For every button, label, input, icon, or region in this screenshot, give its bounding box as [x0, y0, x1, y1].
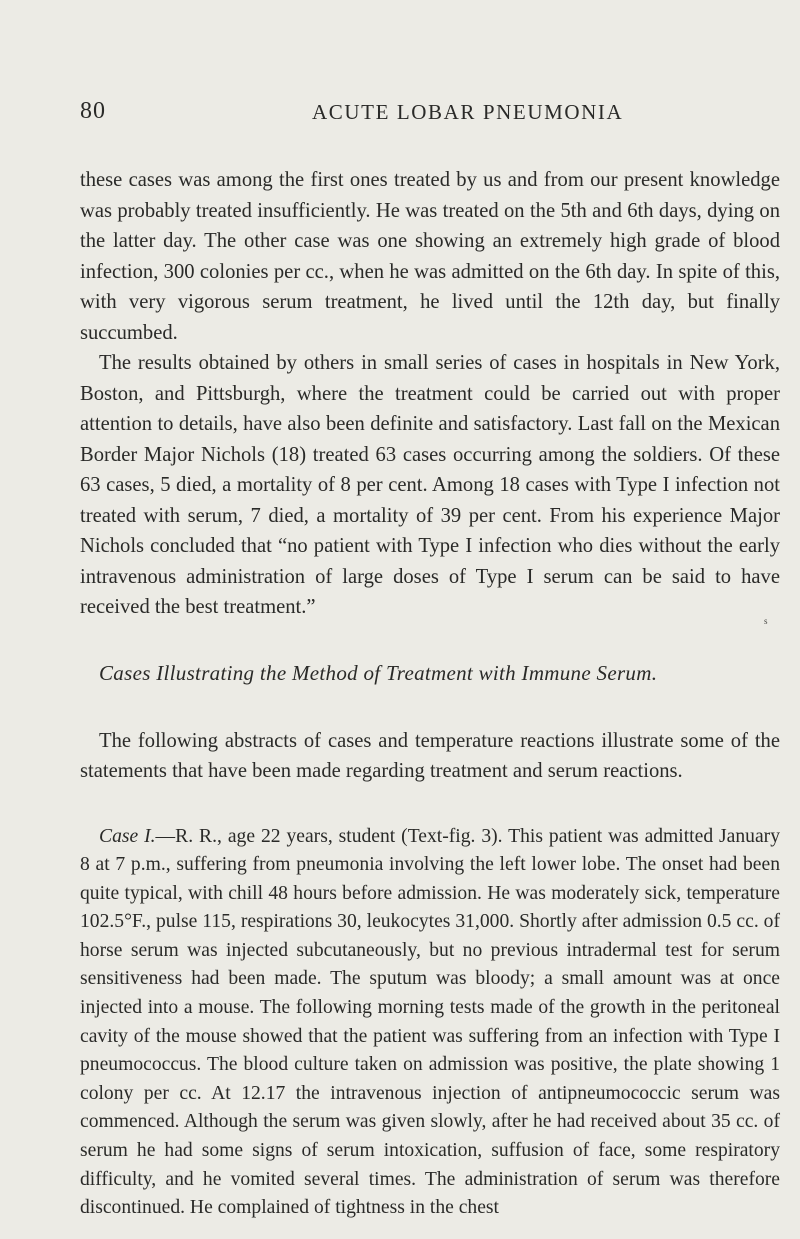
paragraph-2: The results obtained by others in small series of cases in hospitals in New York, Boston, and Pittsburgh, where the treatment could be carried out with proper attention to details, have also been definite and satisfactory. Last fall on the Mexican Border Major Nichols (18) treated 63 cases occurring among the soldiers. Of these 63 cases, 5 died, a mortality of 8 per cent. Among 18 cases with Type I infection not treated with serum, 7 died, a mortality of 39 per cent. From his experience Major Nichols concluded that “no patient with Type I infection who dies without the early intravenous administration of large doses of Type I serum can be said to have received the best treatment.” — [80, 352, 780, 618]
case-paragraph — [80, 823, 780, 1223]
paragraph-1: these cases was among the first ones treated by us and from our present knowledge was probably treated insufficiently. He was treated on the 5th and 6th days, dying on the latter day. The other case was one showing an extremely high grade of blood infection, 300 colonies per cc., when he was admitted on the 6th day. In spite of this, with very vigorous serum treatment, he lived until the 12th day, but finally succumbed. — [80, 169, 780, 344]
margin-mark: s — [764, 616, 768, 626]
page-body — [80, 165, 780, 1223]
page-number: 80 — [80, 98, 106, 124]
page-header — [80, 98, 780, 128]
case-text: —R. R., age 22 years, student (Text-fig. 3). This patient was admitted January 8 at 7 p.m., suffering from pneumonia involving the left lower lobe. The onset had been quite typical, with chill 48 hours before admission. He was moderately sick, temperature 102.5°F., pulse 115, respirations 30, leukocytes 31,000. Shortly after admission 0.5 cc. of horse serum was injected subcutaneously, but no previous intradermal test for serum sensitiveness had been made. The sputum was bloody; a small amount was at once injected into a mouse. The following morning tests made of the growth in the peritoneal cavity of the mouse showed that the patient was suffering from an infection with Type I pneumococcus. The blood culture taken on admission was positive, the plate showing 1 colony per cc. At 12.17 the intravenous injection of antipneumococcic serum was commenced. Although the serum was given slowly, after he had received about 35 cc. of serum he had some signs of serum intoxication, suffusion of face, some respiratory difficulty, and he vomited several times. The administration of serum was therefore discontinued. He complained of tightness in the chest — [80, 825, 780, 1219]
running-head: ACUTE LOBAR PNEUMONIA — [312, 100, 624, 124]
case-title: Case I. — [99, 825, 156, 847]
section-heading: Cases Illustrating the Method of Treatment with Immune Serum. — [99, 660, 658, 685]
paragraph-3: The following abstracts of cases and temperature reactions illustrate some of the statements that have been made regarding treatment and serum reactions. — [80, 729, 780, 782]
